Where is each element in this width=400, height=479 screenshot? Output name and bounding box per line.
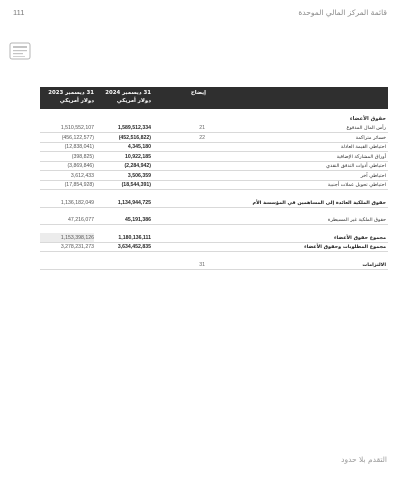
header-2024: 31 ديسمبر 2024 دولار أمريكي [105, 90, 151, 104]
section-title-equity: حقوق الأعضاء [349, 115, 386, 122]
total-equity-row: مجموع حقوق الأعضاء 1,180,136,111 1,153,398,126 [40, 233, 388, 243]
table-header [40, 87, 388, 109]
table-row: احتياطي تحويل عملات أجنبية (18,544,391) (17,854,928) [40, 181, 388, 191]
page-number: 111 [13, 8, 25, 17]
commitments-row: الالتزامات 31 [40, 260, 388, 270]
table-row: احتياطي آخر 3,506,359 3,612,433 [40, 171, 388, 181]
table-row: احتياطي القيمة العادلة 4,345,180 (12,838,041) [40, 143, 388, 153]
header-note: إيضاح [190, 90, 206, 96]
total-liabilities-equity-row: مجموع المطلوبات وحقوق الأعضاء 3,634,452,835 3,278,231,273 [40, 243, 388, 253]
page-title: قائمة المركز المالي الموحدة [298, 8, 387, 17]
financial-position-table [40, 87, 388, 270]
header-2023: 31 ديسمبر 2023 دولار أمريكي [48, 90, 94, 104]
table-row: خسائر متراكمة 22 (452,516,822) (456,122,577) [40, 133, 388, 143]
non-controlling-interest-row: حقوق الملكية غير المسيطرة 45,191,386 47,216,077 [40, 216, 388, 226]
table-row: رأس المال المدفوع 21 1,589,512,334 1,510,552,107 [40, 124, 388, 134]
document-icon [9, 41, 31, 61]
parent-equity-row: حقوق الملكية العائدة إلى المساهمين في المؤسسة الأم 1,134,944,725 1,136,182,049 [40, 198, 388, 208]
table-row: احتياطي أدوات التدفق النقدي (2,284,942) (3,869,846) [40, 162, 388, 172]
footer-tagline: التقدم بلا حدود [341, 455, 387, 464]
table-row: أوراق المشاركة الإضافية 10,922,185 (398,825) [40, 152, 388, 162]
